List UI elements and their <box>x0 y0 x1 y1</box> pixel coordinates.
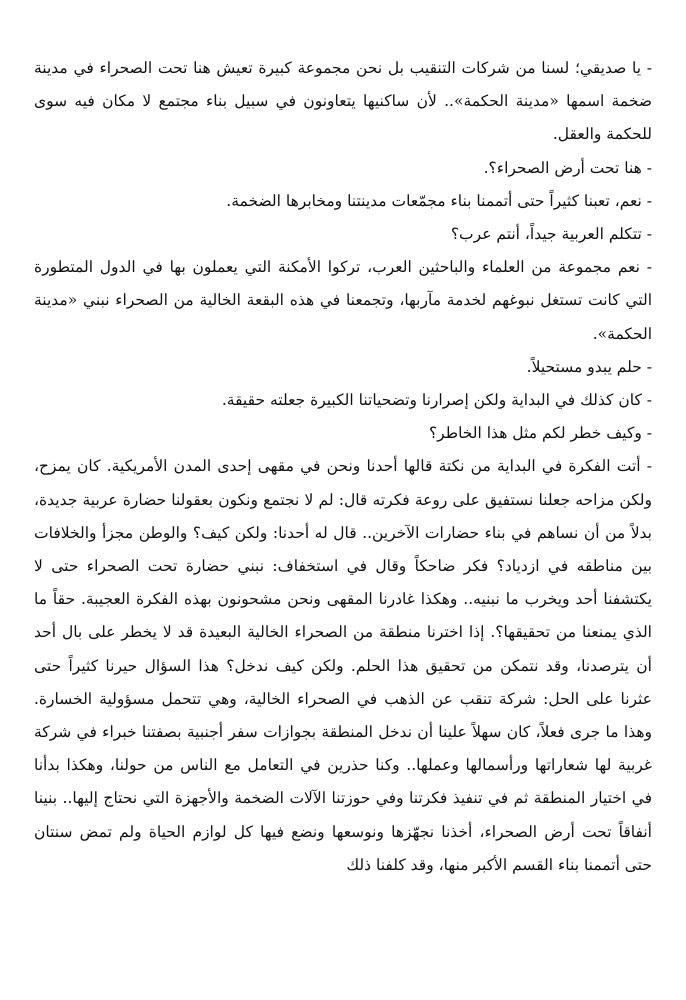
narrative-paragraph: - أتت الفكرة في البداية من نكتة قالها أحدنا ونحن في مقهى إحدى المدن الأمريكية. كان يمزح، ولكن مزاحه جعلنا نستفيق على روعة فكرته قال: لم لا نجتمع ونكون بعقولنا حضارة عربية جديدة، بدلاً من أن نساهم في بناء حضارات الآخرين.. قال له أحدنا: ولكن كيف؟ والوطن مجزأ والخلافات بين مناطقه في ازدياد؟ فكر ضاحكاً وقال في استخفاف: نبني حضارة تحت الصحراء حتى لا يكتشفنا أحد ويخرب ما نبنيه.. وهكذا غادرنا المقهى ونحن مشحونون بهذه الفكرة العجيبة. حقاً ما الذي يمنعنا من تحقيقها؟. إذا اخترنا منطقة من الصحراء الخالية البعيدة قد لا يخطر على بال أحد أن يترصدنا، وقد نتمكن من تحقيق هذا الحلم. ولكن كيف ندخل؟ هذا السؤال حيرنا كثيراً حتى عثرنا على الحل: شركة تنقب عن الذهب في الصحراء الخالية، وهي تتحمل مسؤولية الخسارة. وهذا ما جرى فعلاً، كان سهلاً علينا أن ندخل المنطقة بجوازات سفر أجنبية بصفتنا خبراء في شركة غربية لها شعاراتها ورأسمالها وعملها.. وكنا حذرين في التعامل مع الناس من حولنا، وهكذا بدأنا في اختيار المنطقة ثم في تنفيذ فكرتنا وفي حوزتنا الآلات الضخمة والأجهزة التي نحتاج إليها.. بنينا أنفاقاً تحت أرض الصحراء، أخذنا نجهّزها ونوسعها ونضع فيها كل لوازم الحياة ولم تمض سنتان حتى أتممنا بناء القسم الأكبر منها، وقد كلفنا ذلك <box>34 457 652 874</box>
dialogue-paragraph: - كان كذلك في البداية ولكن إصرارنا وتضحياتنا الكبيرة جعلته حقيقة. <box>221 391 652 410</box>
dialogue-paragraph: - يا صديقي؛ لسنا من شركات التنقيب بل نحن مجموعة كبيرة تعيش هنا تحت الصحراء في مدينة ضخمة اسمها «مدينة الحكمة».. لأن ساكنيها يتعاونون في سبيل بناء مجتمع لا مكان فيه سوى للحكمة والعقل. <box>34 59 652 144</box>
dialogue-paragraph: - نعم، تعبنا كثيراً حتى أتممنا بناء مجمّعات مدينتنا ومخابرها الضخمة. <box>226 191 652 210</box>
dialogue-paragraph: - هنا تحت أرض الصحراء؟. <box>483 158 652 177</box>
dialogue-paragraph: - حلم يبدو مستحيلاً. <box>526 357 652 376</box>
dialogue-paragraph: - وكيف خطر لكم مثل هذا الخاطر؟ <box>428 424 652 443</box>
document-body <box>34 52 652 882</box>
dialogue-paragraph: - تتكلم العربية جيداً، أنتم عرب؟ <box>450 225 652 244</box>
dialogue-paragraph: - نعم مجموعة من العلماء والباحثين العرب، تركوا الأمكنة التي يعملون بها في الدول المتطورة التي كانت تستغل نبوغهم لخدمة مآربها، وتجمعنا في هذه البقعة الخالية من الصحراء نبني «مدينة الحكمة». <box>34 258 652 343</box>
